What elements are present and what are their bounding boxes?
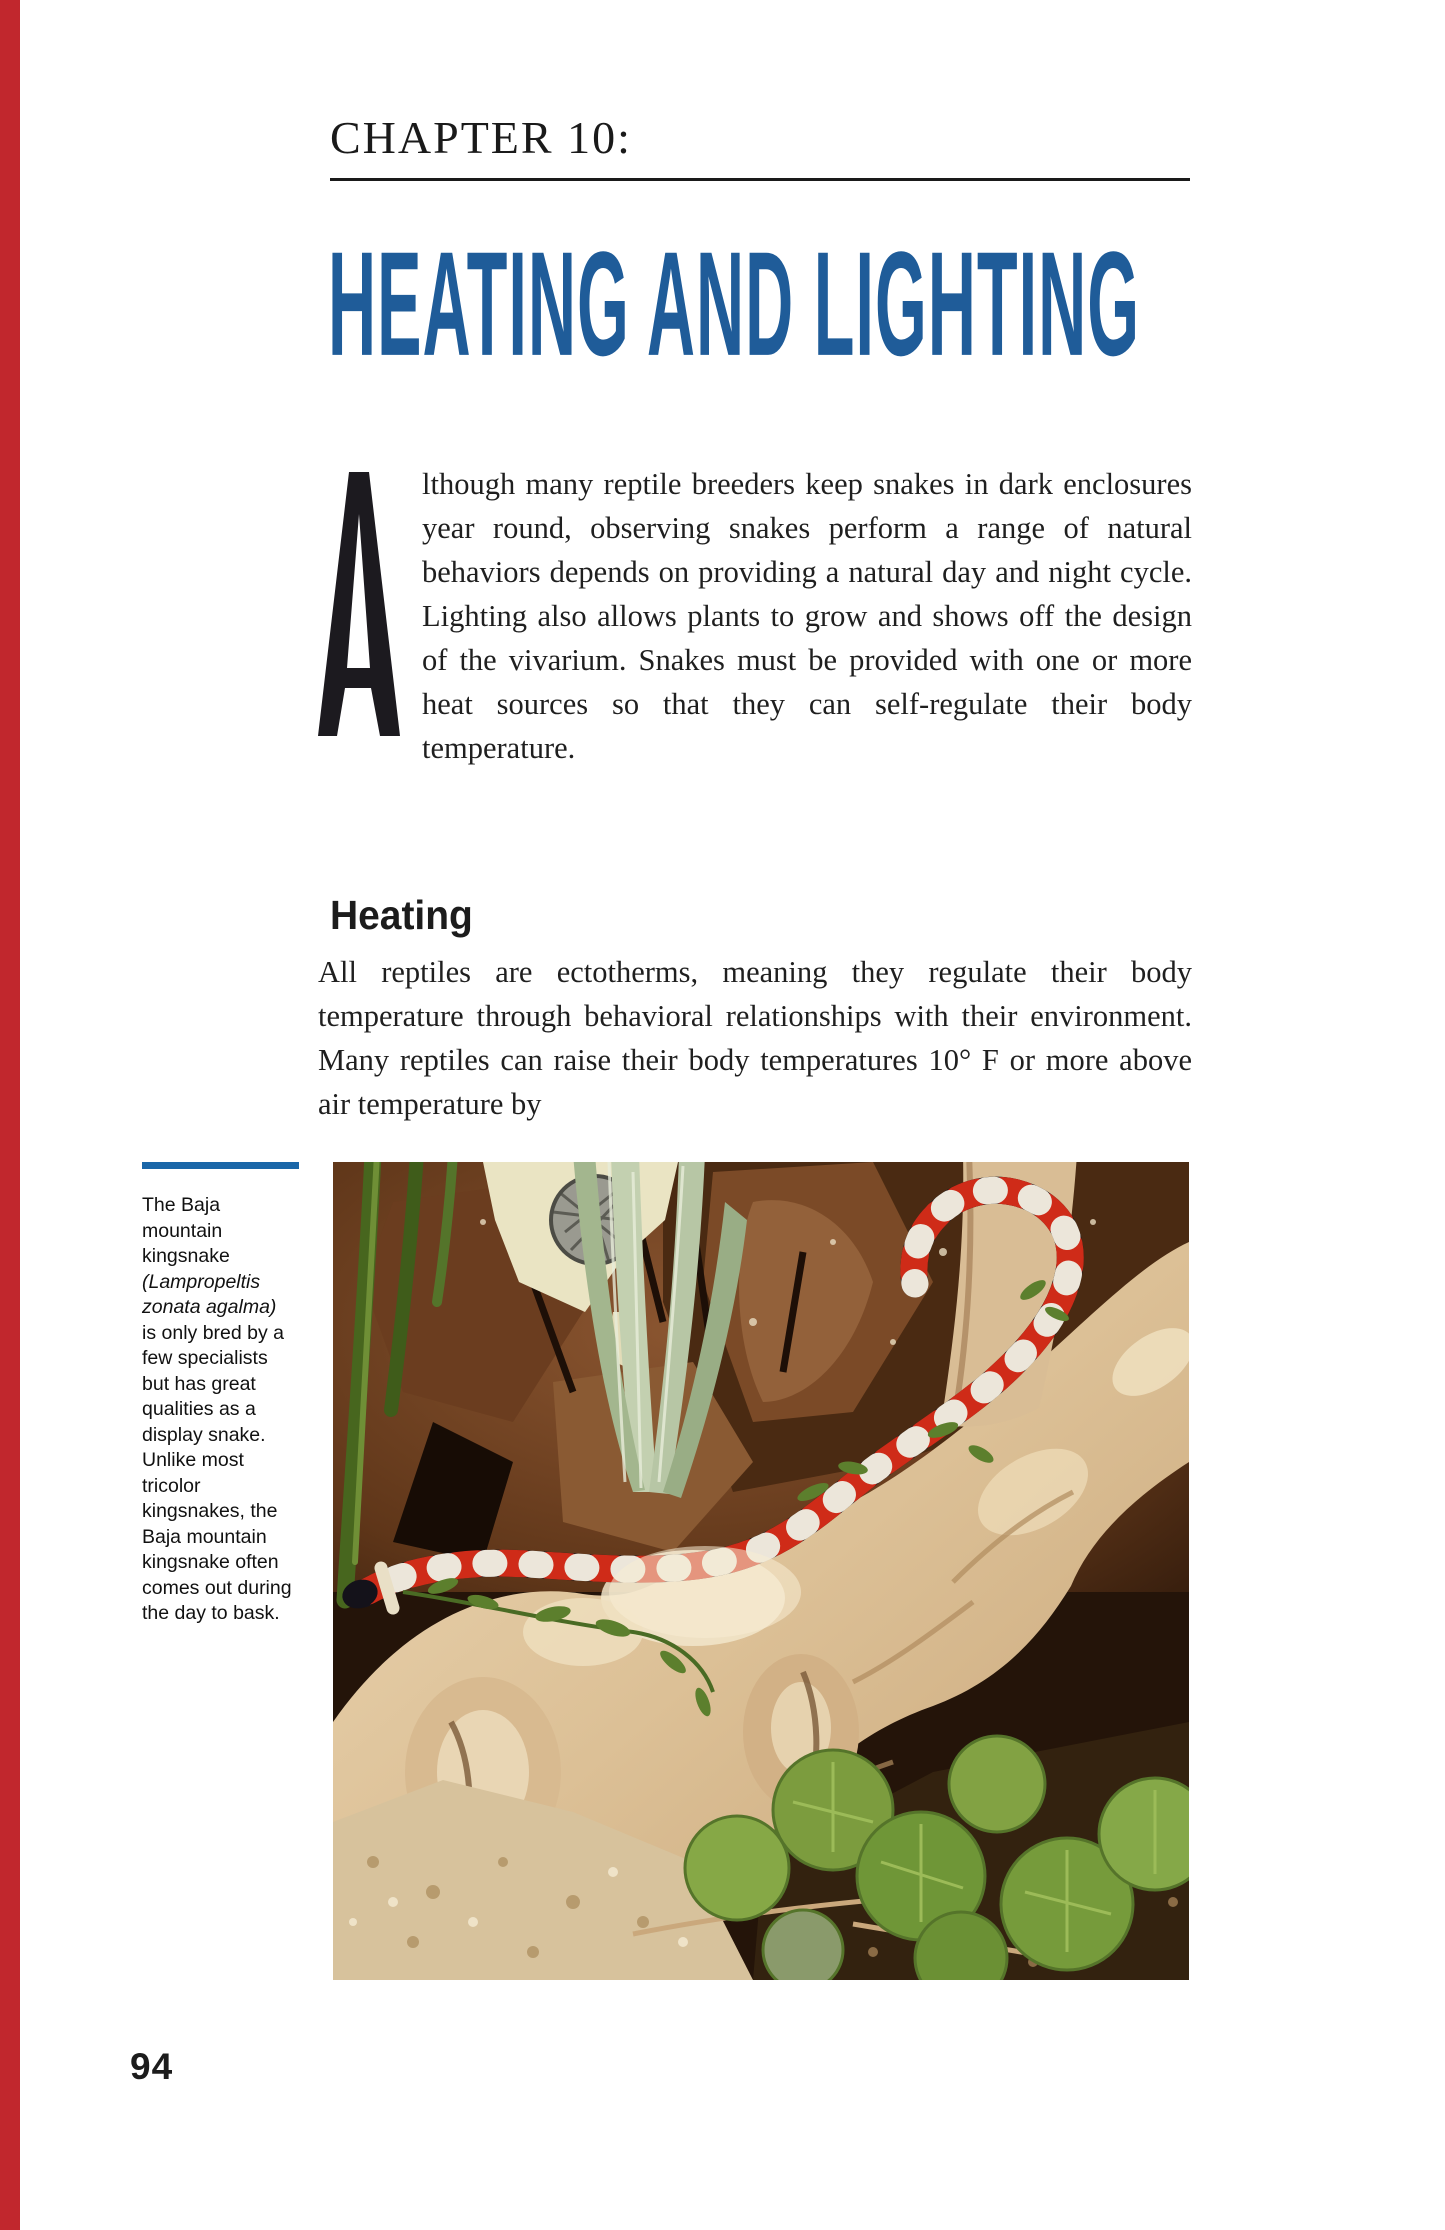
caption-species-name: (Lampropeltis zonata agalma) [142,1270,277,1318]
page-number: 94 [130,2046,174,2087]
chapter-title-text: HEATING AND LIGHTING [328,220,1141,388]
vivarium-photo-art [333,1162,1189,1980]
drop-cap-letter [318,472,422,736]
chapter-rule [330,178,1190,181]
caption-text-lead: The Baja mountain kingsnake [142,1194,230,1267]
intro-paragraph [318,462,1192,770]
photo-caption [142,1193,292,1627]
caption-text-tail: is only bred by a few specialists but has great qualities as a display snake. Unlike most tricolor kingsnakes, the Baja mountain kingsnake often comes out during the day to bask. [142,1321,292,1624]
intro-text: lthough many reptile breeders keep snakes in dark enclosures year round, observing snakes perform a range of natural behaviors depends on providing a natural day and night cycle. Lighting also allows plants to grow and shows off the design of the vivarium. Snakes must be provided with one or more heat sources so that they can self-regulate their body temperature. [422,467,1192,765]
flash-highlight [609,1546,801,1638]
chapter-number-label: CHAPTER 10: [330,112,632,163]
vivarium-snake-photo [333,1162,1189,1980]
caption-rule [142,1162,299,1169]
chapter-heading-block [330,112,1190,181]
page-edge-color-bar [0,0,20,2230]
heating-paragraph: All reptiles are ectotherms, meaning they regulate their body temperature through behavioral relationships with their environment. Many reptiles can raise their body temperatures 10° F or more above air temperature by [318,955,1192,1121]
drop-cap-glyph [318,472,400,736]
chapter-title [328,218,1141,388]
photo-caption-sidebar [142,1162,300,1627]
section-heading-heating: Heating [330,892,473,938]
